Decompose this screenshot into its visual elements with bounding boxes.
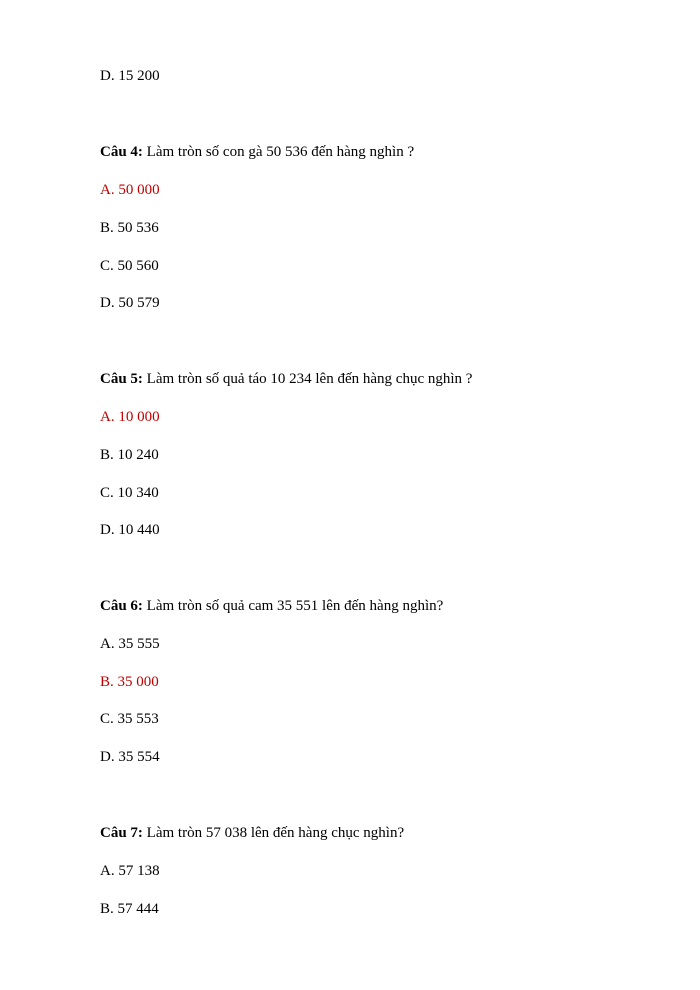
- q4-option-b: B. 50 536: [100, 220, 159, 236]
- q5-option-c: C. 10 340: [100, 485, 159, 501]
- question-text: Làm tròn số quả táo 10 234 lên đến hàng chục nghìn ?: [142, 371, 473, 387]
- question-text: Làm tròn số quả cam 35 551 lên đến hàng nghìn?: [142, 598, 444, 614]
- question-text: Làm tròn số con gà 50 536 đến hàng nghìn ?: [142, 144, 415, 160]
- question-6: [100, 597, 443, 615]
- question-7: [100, 824, 404, 842]
- q6-option-a: A. 35 555: [100, 636, 160, 652]
- question-5: [100, 370, 472, 388]
- q7-option-a: A. 57 138: [100, 863, 160, 879]
- q5-option-a: A. 10 000: [100, 409, 160, 425]
- option-d-prev: D. 15 200: [100, 68, 160, 84]
- question-label: Câu 7:: [100, 825, 143, 841]
- q4-option-a: A. 50 000: [100, 182, 160, 198]
- q6-option-d: D. 35 554: [100, 749, 160, 765]
- question-label: Câu 6:: [100, 598, 143, 614]
- question-4: [100, 143, 414, 161]
- document-page: [100, 0, 660, 990]
- q5-option-d: D. 10 440: [100, 522, 160, 538]
- q7-option-b: B. 57 444: [100, 901, 159, 917]
- q5-option-b: B. 10 240: [100, 447, 159, 463]
- q4-option-c: C. 50 560: [100, 258, 159, 274]
- q6-option-b: B. 35 000: [100, 674, 159, 690]
- question-label: Câu 4:: [100, 144, 143, 160]
- q4-option-d: D. 50 579: [100, 295, 160, 311]
- question-label: Câu 5:: [100, 371, 143, 387]
- q6-option-c: C. 35 553: [100, 711, 159, 727]
- question-text: Làm tròn 57 038 lên đến hàng chục nghìn?: [142, 825, 405, 841]
